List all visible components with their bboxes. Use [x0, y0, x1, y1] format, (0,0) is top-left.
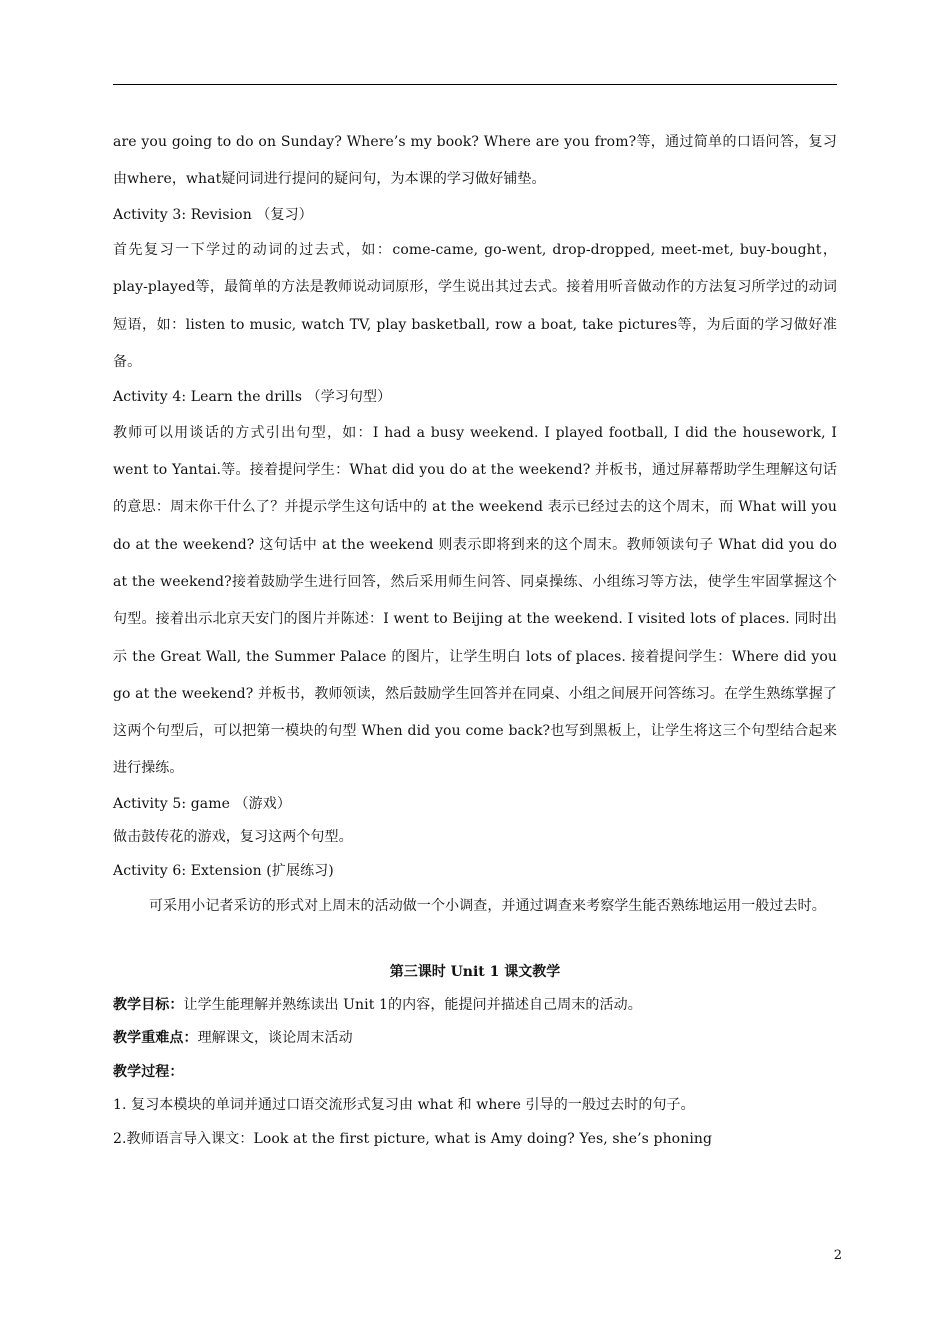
paragraph-extension: 可采用小记者采访的形式对上周末的活动做一个小调查，并通过调查来考察学生能否熟练地运用一般过去时。: [149, 898, 826, 915]
section-heading: 第三课时 Unit 1 课文教学: [389, 963, 561, 980]
paragraph-revision: 首先复习一下学过的动词的过去式，如：come-came, go-went, drop-dropped, meet-met, buy-bought，play-played等，最简单的方法是教师说动词原形，学生说出其过去式。接着用听音做动作的方法复习所学过的动词短语，如：listen to music, watch TV, play basketball, row a boat, take pictures等，为后面的学习做好准备。: [113, 242, 837, 370]
process-step-2: 2.教师语言导入课文：Look at the first picture, what is Amy doing? Yes, she’s phoning: [113, 1130, 713, 1147]
teaching-goal-text: 让学生能理解并熟练读出 Unit 1的内容，能提问并描述自己周末的活动。: [183, 996, 642, 1013]
paragraph-drills: 教师可以用谈话的方式引出句型，如：I had a busy weekend. I played football, I did the housework, I went to Yantai.等。接着提问学生：What did you do at the weekend? 并板书，通过屏幕帮助学生理解这句话的意思：周末你干什么了？并提示学生这句话中的 at the weekend 表示已经过去的这个周末，而 What will you do at the weekend? 这句话中 at the weekend 则表示即将到来的这个周末。教师领读句子 What did you do at the weekend?接着鼓励学生进行回答，然后采用师生问答、同桌操练、小组练习等方法，使学生牢固掌握这个句型。接着出示北京天安门的图片并陈述：I went to Beijing at the weekend. I visited lots of places. 同时出示 the Great Wall, the Summer Palace 的图片，让学生明白 lots of places. 接着提问学生：Where did you go at the weekend? 并板书，教师领读，然后鼓励学生回答并在同桌、小组之间展开问答练习。在学生熟练掌握了这两个句型后，可以把第一模块的句型 When did you come back?也写到黑板上，让学生将这三个句型结合起来进行操练。: [113, 424, 837, 777]
key-points: [113, 1022, 837, 1056]
paragraph-intro: are you going to do on Sunday? Where’s my book? Where are you from?等，通过简单的口语问答，复习由where，what疑问词进行提问的疑问句，为本课的学习做好铺垫。: [113, 134, 837, 188]
activity-3-title: Activity 3: Revision （复习）: [113, 206, 313, 223]
activity-5-title: Activity 5: game （游戏）: [113, 795, 291, 812]
activity-6-title: Activity 6: Extension (扩展练习): [113, 862, 334, 879]
header-rule: [113, 84, 837, 85]
key-points-text: 理解课文，谈论周末活动: [197, 1030, 353, 1047]
document-body: [113, 124, 837, 1156]
page-number: 2: [833, 1248, 842, 1263]
activity-4-title: Activity 4: Learn the drills （学习句型）: [113, 389, 392, 406]
paragraph-game: 做击鼓传花的游戏，复习这两个句型。: [113, 829, 353, 846]
section-gap: [113, 926, 837, 956]
process-label: 教学过程：: [113, 1063, 184, 1080]
key-points-label: 教学重难点：: [113, 1030, 198, 1047]
teaching-goal-label: 教学目标：: [113, 996, 184, 1013]
process-step-1: 1. 复习本模块的单词并通过口语交流形式复习由 what 和 where 引导的一般过去时的句子。: [113, 1097, 695, 1114]
teaching-goal: [113, 989, 837, 1023]
